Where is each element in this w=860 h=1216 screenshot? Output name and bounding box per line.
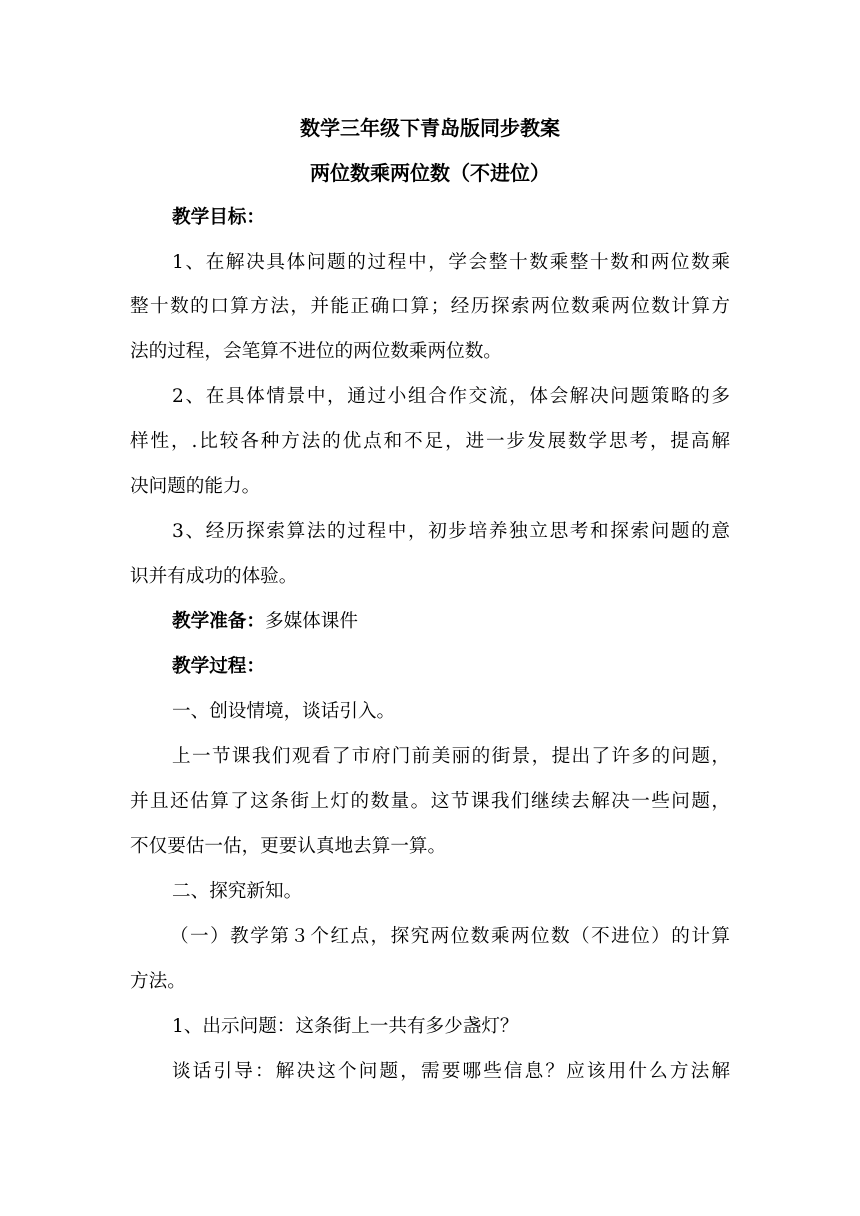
process-heading: 教学过程： [172,656,265,677]
objective-2-line-1: 2、在具体情景中，通过小组合作交流，体会解决问题策略的多 [172,386,730,407]
preparation-heading: 教学准备： [172,611,265,632]
preparation-value: 多媒体课件 [264,611,358,632]
step-1: 1、出示问题：这条街上一共有多少盏灯？ [172,1016,519,1037]
subsection-1-line-2: 方法。 [130,971,186,992]
document-subtitle: 两位数乘两位数（不进位） [310,161,550,185]
intro-paragraph-line-1: 上一节课我们观看了市府门前美丽的街景，提出了许多的问题， [172,746,730,767]
objectives-heading: 教学目标： [172,207,265,228]
objective-3-line-1: 3、经历探索算法的过程中，初步培养独立思考和探索问题的意 [172,521,730,542]
dialogue-line: 谈话引导：解决这个问题，需要哪些信息？应该用什么方法解 [172,1061,730,1082]
document-title: 数学三年级下青岛版同步教案 [300,116,560,140]
objective-1-line-3: 法的过程，会笔算不进位的两位数乘两位数。 [130,341,502,362]
objective-1-line-1: 1、在解决具体问题的过程中，学会整十数乘整十数和两位数乘 [172,252,730,273]
intro-paragraph-line-3: 不仅要估一估，更要认真地去算一算。 [130,836,447,857]
preparation-line [172,608,730,636]
objective-1-line-2: 整十数的口算方法，并能正确口算；经历探索两位数乘两位数计算方 [130,296,730,317]
objective-2-line-3: 决问题的能力。 [130,476,261,497]
section-2-heading: 二、探究新知。 [172,881,303,902]
objective-2-line-2: 样性，.比较各种方法的优点和不足，进一步发展数学思考，提高解 [130,431,730,452]
subsection-1-line-1: （一）教学第３个红点，探究两位数乘两位数（不进位）的计算 [170,926,730,947]
intro-paragraph-line-2: 并且还估算了这条街上灯的数量。这节课我们继续去解决一些问题， [130,791,730,812]
section-1-heading: 一、创设情境，谈话引入。 [172,701,396,722]
objective-3-line-2: 识并有成功的体验。 [130,566,298,587]
